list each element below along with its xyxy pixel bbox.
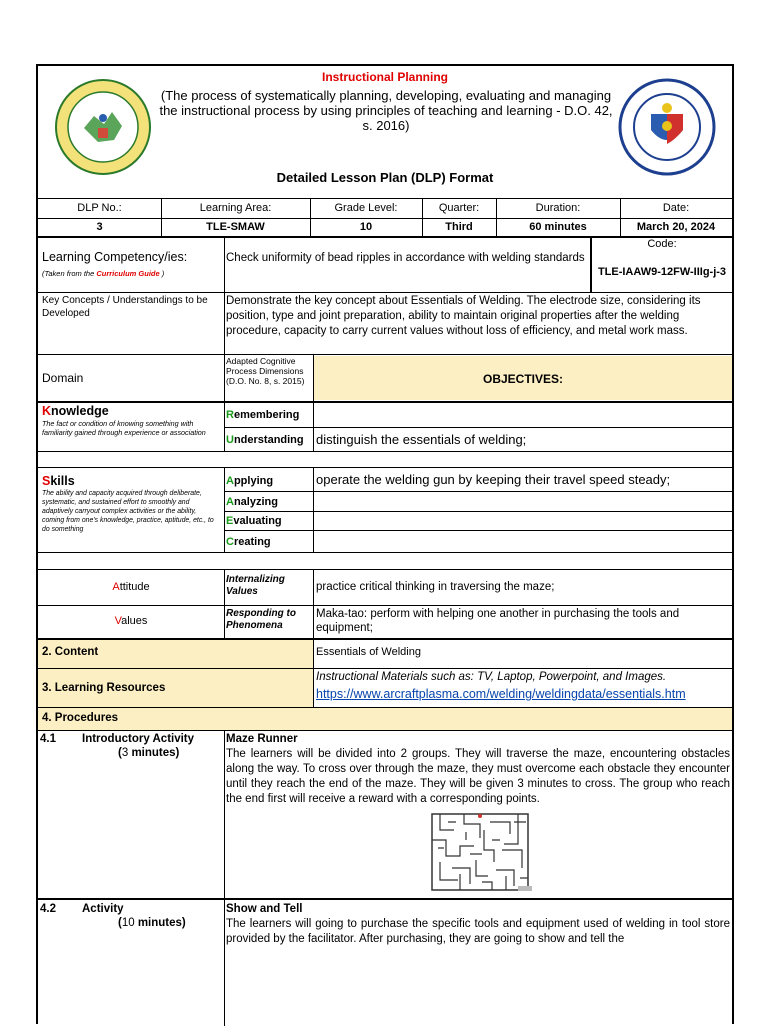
skills-heading: Skills [42,474,75,488]
competency-label: Learning Competency/ies: [42,250,188,264]
activity-title: Show and Tell [226,903,303,915]
values-label: Values [114,615,148,627]
knowledge-description: The fact or condition of knowing something with familiarity gained through experience or association [42,419,206,437]
creating-label: Creating [226,536,271,548]
learning-area-label: Learning Area: [199,202,272,214]
activity-label: 4.2 Activity [40,903,124,915]
resource-link[interactable]: https://www.arcraftplasma.com/welding/weldingdata/essentials.htm [316,687,686,701]
skills-description: The ability and capacity acquired through deliberate, systematic, and sustained effort to smoothly and adaptively carryout complex activities or the ability, coming from one's knowledge, practice, aptitude, etc., to do something [42,490,214,533]
header-description: (The process of systematically planning, developing, evaluating and managing the instructional process by using principles of teaching and learning - D.O. 42, s. 2016) [159,88,613,133]
code-label: Code: [647,238,677,250]
objectives-heading: OBJECTIVES: [482,372,563,386]
applying-objective: operate the welding gun by keeping their travel speed steady; [316,472,671,487]
adapted-dimensions-label: Adapted Cognitive Process Dimensions (D.O. No. 8, s. 2015) [226,356,305,386]
learning-area-value: TLE-SMAW [206,221,265,233]
remembering-label: Remembering [226,409,300,421]
quarter-value: Third [445,221,473,233]
learning-resources-label: 3. Learning Resources [42,682,166,694]
values-objective: Maka-tao: perform with helping one another in purchasing the tools and equipment; [316,608,680,634]
content-value: Essentials of Welding [316,646,421,658]
intro-activity-time: (3 minutes) [118,747,180,759]
evaluating-label: Evaluating [226,515,282,527]
domain-label: Domain [42,371,84,385]
intro-activity-title: Maze Runner [226,733,298,745]
instructional-planning-title: Instructional Planning [321,70,448,84]
dlp-no-value: 3 [96,221,103,233]
date-label: Date: [662,202,690,214]
deped-national-seal-icon [618,78,716,176]
knowledge-heading: Knowledge [42,404,109,418]
deped-cebu-seal-icon [54,78,152,176]
competency-code: TLE-IAAW9-12FW-IIIg-j-3 [597,266,727,278]
duration-label: Duration: [535,202,581,214]
dlp-document [36,64,734,1024]
duration-value: 60 minutes [529,221,587,233]
values-dimension: Responding to Phenomena [226,608,296,631]
attitude-dimension: Internalizing Values [226,574,285,597]
applying-label: Applying [226,475,274,487]
date-value: March 20, 2024 [636,221,716,233]
content-label: 2. Content [42,646,99,658]
grade-level-label: Grade Level: [334,202,398,214]
activity-text: The learners will going to purchase the specific tools and equipment used of welding in tool store provided by the facilitator. After purchasing, they are going to show and tell the [226,918,730,945]
key-concepts-text: Demonstrate the key concept about Essentials of Welding. The electrode size, considering its position, type and joint preparation, ability to maintain original properties after the welding procedure, capacity to carry current values without loss of efficiency, and metal work mass. [226,295,701,337]
understanding-objective: distinguish the essentials of welding; [316,432,527,447]
procedures-heading: 4. Procedures [42,712,119,724]
curriculum-guide-note: (Taken from the Curriculum Guide ) [42,269,165,278]
curriculum-guide-link: Curriculum Guide [96,269,160,278]
intro-activity-label: 4.1 Introductory Activity [40,733,195,745]
dlp-no-label: DLP No.: [77,202,122,214]
competency-text: Check uniformity of bead ripples in accordance with welding standards [226,252,585,264]
understanding-label: Understanding [226,434,304,446]
grade-level-value: 10 [359,221,373,233]
attitude-objective: practice critical thinking in traversing the maze; [316,581,555,593]
intro-activity-text: The learners will be divided into 2 groups. They will traverse the maze, encountering obstacles along the way. To cross over through the maze, they must overcome each obstacle they encounter until they reach the end of the maze. They will be given 3 minutes to cross. The group who reach the end first will receive a reward with a corresponding points. [226,748,730,805]
instructional-materials-text: Instructional Materials such as: TV, Laptop, Powerpoint, and Images. [316,671,667,683]
key-concepts-label: Key Concepts / Understandings to be Developed [42,295,208,319]
maze-image-icon [430,810,536,894]
activity-time: (10 minutes) [118,917,186,929]
analyzing-label: Analyzing [226,496,278,508]
quarter-label: Quarter: [438,202,480,214]
dlp-format-title: Detailed Lesson Plan (DLP) Format [276,170,494,185]
attitude-label: Attitude [112,581,150,593]
